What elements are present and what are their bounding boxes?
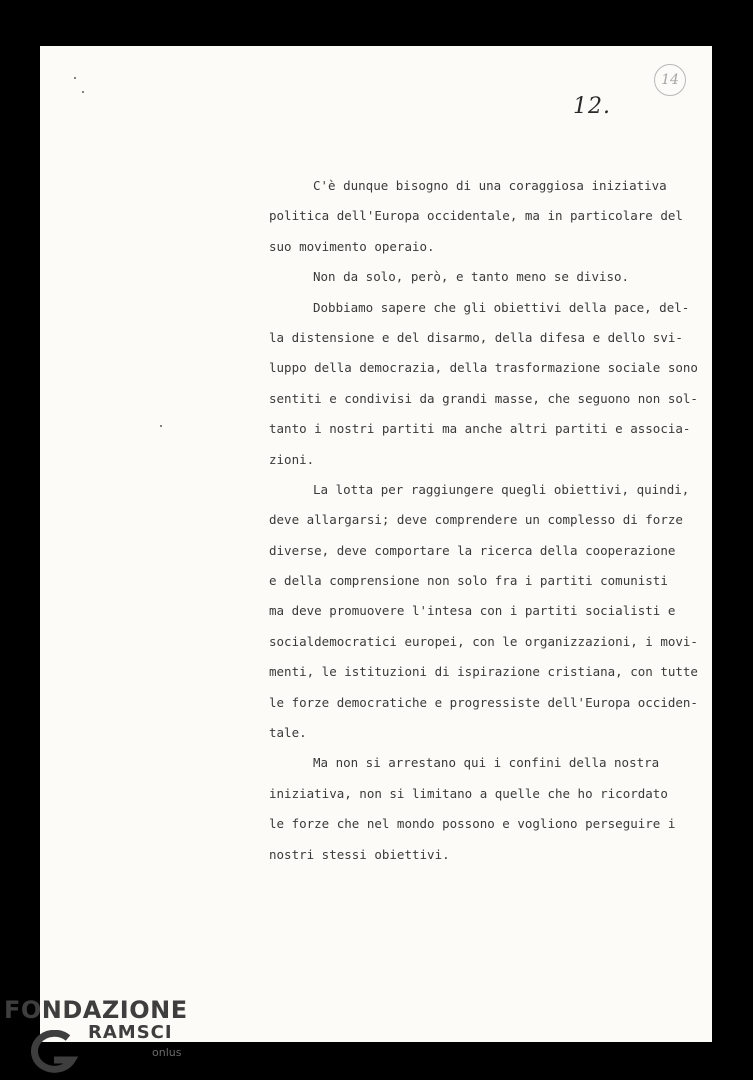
- text-line: Ma non si arrestano qui i confini della nostra: [313, 755, 660, 771]
- text-line: La lotta per raggiungere quegli obiettivi, quindi,: [313, 481, 690, 497]
- text-line: e della comprensione non solo fra i partiti comunisti: [269, 573, 668, 589]
- gramsci-g-icon: [26, 1030, 84, 1074]
- text-line: nostri stessi obiettivi.: [269, 846, 450, 862]
- text-line: C'è dunque bisogno di una coraggiosa iniziativa: [313, 178, 667, 193]
- document-page: [40, 46, 712, 1042]
- text-line: deve allargarsi; deve comprendere un complesso di forze: [269, 512, 683, 528]
- text-line: sentiti e condivisi da grandi masse, che seguono non sol-: [269, 390, 698, 406]
- text-line: Dobbiamo sapere che gli obiettivi della pace, del-: [313, 299, 690, 315]
- paper-speck: [82, 91, 84, 93]
- logo-text-onlus: onlus: [152, 1046, 182, 1059]
- paper-speck: [74, 77, 76, 79]
- text-line: diverse, deve comportare la ricerca della cooperazione: [269, 542, 676, 558]
- text-line: la distensione e del disarmo, della difesa e dello svi-: [269, 329, 683, 345]
- text-line: iniziativa, non si limitano a quelle che ho ricordato: [269, 785, 668, 801]
- archive-number: 14: [661, 72, 679, 88]
- typed-text: [269, 171, 698, 870]
- logo-text-gramsci: RAMSCI: [88, 1022, 173, 1043]
- fondazione-gramsci-logo: [4, 996, 204, 1076]
- page-number: 12.: [573, 94, 611, 119]
- text-line: suo movimento operaio.: [269, 238, 435, 254]
- archive-stamp: [654, 64, 686, 96]
- text-line: luppo della democrazia, della trasformazione sociale sono: [269, 360, 698, 376]
- text-line: le forze che nel mondo possono e vogliono perseguire i: [269, 816, 676, 832]
- text-line: tale.: [269, 725, 307, 741]
- text-line: politica dell'Europa occidentale, ma in particolare del: [269, 208, 683, 224]
- text-line: ma deve promuovere l'intesa con i partiti socialisti e: [269, 603, 676, 619]
- text-line: tanto i nostri partiti ma anche altri partiti e associa-: [269, 421, 691, 437]
- logo-text-fondazione: FONDAZIONE: [4, 996, 188, 1024]
- text-line: socialdemocratici europei, con le organizzazioni, i movi-: [269, 633, 698, 649]
- text-line: zioni.: [269, 451, 315, 467]
- text-line: Non da solo, però, e tanto meno se diviso.: [313, 269, 630, 285]
- text-line: le forze democratiche e progressiste dell'Europa occiden-: [269, 694, 698, 710]
- text-line: menti, le istituzioni di ispirazione cristiana, con tutte: [269, 664, 698, 680]
- paper-speck: [160, 425, 162, 427]
